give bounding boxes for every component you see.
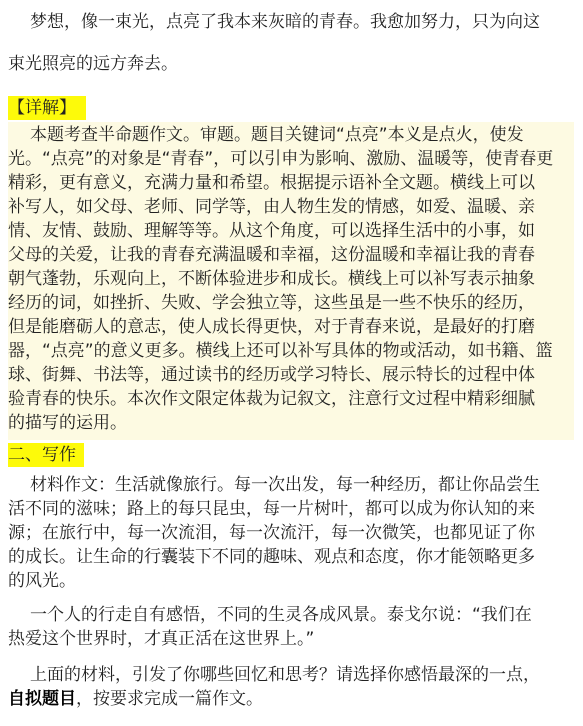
writing-para1-line: 的风光。 <box>8 571 76 591</box>
writing-para3-last-line <box>8 687 583 711</box>
intro-line-2: 束光照亮的远方奔去。 <box>8 54 178 74</box>
writing-para1-line: 源；在旅行中，每一次流泪，每一次流汗，每一次微笑，也都见证了你 <box>8 523 535 543</box>
self-title-emphasis: 自拟题目 <box>8 689 76 709</box>
writing-para3-rest: ，按要求完成一篇作文。 <box>76 689 263 709</box>
analysis-line: 补写人，如父母、老师、同学等，由人物生发的情感，如爱、温暖、亲 <box>8 197 535 217</box>
analysis-line: 本题考查半命题作文。审题。题目关键词“点亮”本义是点火，使发 <box>30 125 524 145</box>
analysis-line: 的描写的运用。 <box>8 413 127 433</box>
analysis-line: 球、街舞、书法等，通过读书的经历或学习特长、展示特长的过程中体 <box>8 365 535 385</box>
writing-para2-line: 热爱这个世界时，才真正活在这世界上。” <box>8 629 315 649</box>
writing-tag-label: 二、写作 <box>8 445 76 465</box>
writing-para3-line: 上面的材料，引发了你哪些回忆和思考？请选择你感悟最深的一点， <box>30 665 540 685</box>
writing-para1-line: 活不同的滋味；路上的每只昆虫，每一片树叶，都可以成为你认知的来 <box>8 499 535 519</box>
writing-para1-line: 的成长。让生命的行囊装下不同的趣味、观点和态度，你才能领略更多 <box>8 547 535 567</box>
writing-para1-line: 材料作文：生活就像旅行。每一次出发，每一种经历，都让你品尝生 <box>30 475 540 495</box>
analysis-line: 朝气蓬勃，乐观向上，不断体验进步和成长。横线上可以补写表示抽象 <box>8 269 535 289</box>
analysis-line: 器，“点亮”的意义更多。横线上还可以补写具体的物或活动，如书籍、篮 <box>8 341 553 361</box>
analysis-tag-label: 【详解】 <box>8 98 76 118</box>
writing-para2-line: 一个人的行走自有感悟，不同的生灵各成风景。泰戈尔说：“我们在 <box>30 605 532 625</box>
writing-tag <box>8 443 84 467</box>
intro-line-1: 梦想，像一束光，点亮了我本来灰暗的青春。我愈加努力，只为向这 <box>30 12 540 32</box>
analysis-line: 但是能磨砺人的意志，使人成长得更快，对于青春来说，是最好的打磨 <box>8 317 535 337</box>
analysis-tag <box>8 96 86 120</box>
analysis-line: 父母的关爱，让我的青春充满温暖和幸福，这份温暖和幸福让我的青春 <box>8 245 535 265</box>
analysis-line: 精彩，更有意义，充满力量和希望。根据提示语补全文题。横线上可以 <box>8 173 535 193</box>
analysis-line: 情、友情、鼓励、理解等等。从这个角度，可以选择生活中的小事，如 <box>8 221 535 241</box>
analysis-line: 经历的词，如挫折、失败、学会独立等，这些虽是一些不快乐的经历， <box>8 293 535 313</box>
analysis-line: 光。“点亮”的对象是“青春”，可以引申为影响、激励、温暖等，使青春更 <box>8 149 554 169</box>
analysis-line: 验青春的快乐。本次作文限定体裁为记叙文，注意行文过程中精彩细腻 <box>8 389 535 409</box>
